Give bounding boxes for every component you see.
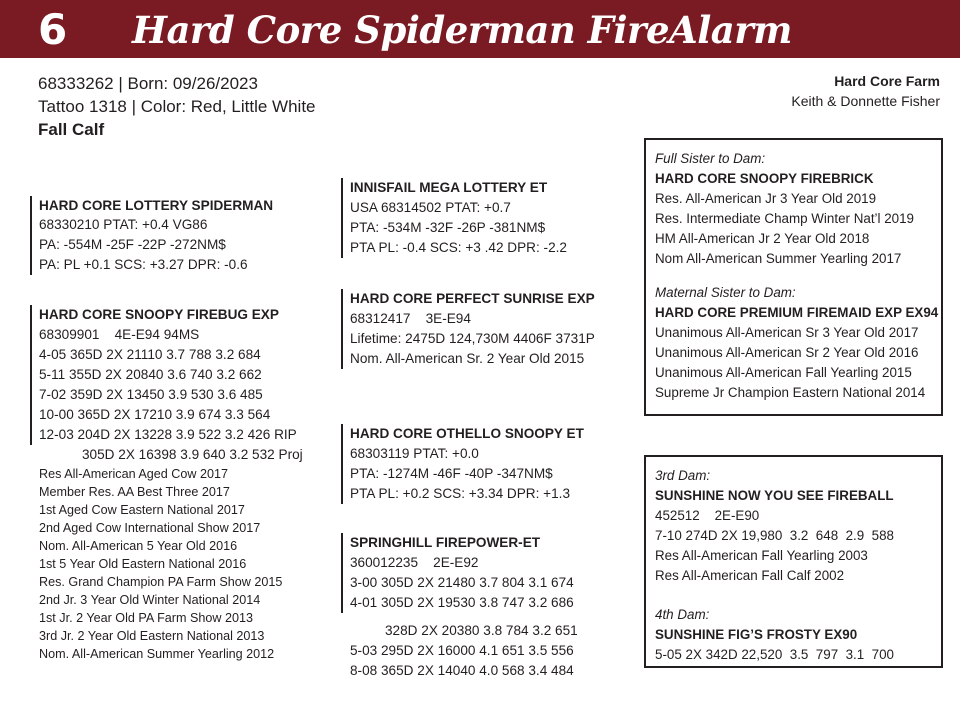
maternal-granddam-record: 8-08 365D 2X 14040 4.0 568 3.4 484 <box>350 663 574 678</box>
maternal-granddam-record: 4-01 305D 2X 19530 3.8 747 3.2 686 <box>350 595 574 610</box>
paternal-grandsire-line: PTA PL: -0.4 SCS: +3 .42 DPR: -2.2 <box>350 240 567 255</box>
class-line: Fall Calf <box>38 120 105 139</box>
ancestor-dams-box <box>644 455 943 668</box>
sisters-box <box>644 138 943 416</box>
maternal-grandsire-line: PTA PL: +0.2 SCS: +3.34 DPR: +1.3 <box>350 486 571 501</box>
owner-names: Keith & Donnette Fisher <box>791 93 940 109</box>
sire-block <box>30 196 273 275</box>
sire-line: PA: -554M -25F -22P -272NM$ <box>39 237 226 252</box>
dam-award: Member Res. AA Best Three 2017 <box>39 485 230 499</box>
dam-record: 12-03 204D 2X 13228 3.9 522 3.2 426 RIP <box>39 427 297 442</box>
fourth-dam-line: 5-05 2X 342D 22,520 3.5 797 3.1 700 <box>655 647 894 662</box>
dam-record: 7-02 359D 2X 13450 3.9 530 3.6 485 <box>39 387 263 402</box>
dam-award: 2nd Aged Cow International Show 2017 <box>39 521 261 535</box>
third-dam-line: 452512 2E-E90 <box>655 508 760 523</box>
maternal-granddam-record: 3-00 305D 2X 21480 3.7 804 3.1 674 <box>350 575 574 590</box>
farm-name: Hard Core Farm <box>834 73 940 89</box>
dam-name: HARD CORE SNOOPY FIREBUG EXP <box>39 307 279 322</box>
maternal-granddam-registration: 360012235 2E-E92 <box>350 555 479 570</box>
paternal-grandsire-block <box>341 178 567 258</box>
paternal-grandsire-line: PTA: -534M -32F -26P -381NM$ <box>350 220 546 235</box>
maternal-grandsire-name: HARD CORE OTHELLO SNOOPY ET <box>350 426 584 441</box>
third-dam-name: SUNSHINE NOW YOU SEE FIREBALL <box>655 488 894 503</box>
maternal-grandsire-line: 68303119 PTAT: +0.0 <box>350 446 479 461</box>
maternal-sister-award: Unanimous All-American Sr 3 Year Old 2017 <box>655 325 919 340</box>
lot-number: 6 <box>38 5 68 54</box>
registration-born-line: 68333262 | Born: 09/26/2023 <box>38 74 258 93</box>
dam-award: 1st 5 Year Old Eastern National 2016 <box>39 557 247 571</box>
maternal-granddam-name: SPRINGHILL FIREPOWER-ET <box>350 535 541 550</box>
maternal-sister-award: Supreme Jr Champion Eastern National 2014 <box>655 385 926 400</box>
full-sister-award: Nom All-American Summer Yearling 2017 <box>655 251 902 266</box>
dam-record: 5-11 355D 2X 20840 3.6 740 3.2 662 <box>39 367 262 382</box>
dam-award: Res All-American Aged Cow 2017 <box>39 467 229 481</box>
dam-award: Nom. All-American Summer Yearling 2012 <box>39 647 275 661</box>
dam-award: 2nd Jr. 3 Year Old Winter National 2014 <box>39 593 261 607</box>
dam-projected-record: 305D 2X 16398 3.9 640 3.2 532 Proj <box>82 447 303 462</box>
tattoo-color-line: Tattoo 1318 | Color: Red, Little White <box>38 97 316 116</box>
animal-name: Hard Core Spiderman FireAlarm <box>132 8 792 52</box>
maternal-granddam-record: 5-03 295D 2X 16000 4.1 651 3.5 556 <box>350 643 574 658</box>
maternal-sister-name: HARD CORE PREMIUM FIREMAID EXP EX94 <box>655 305 939 320</box>
maternal-granddam-record: 328D 2X 20380 3.8 784 3.2 651 <box>385 623 578 638</box>
dam-more <box>39 445 303 663</box>
maternal-grandsire-line: PTA: -1274M -46F -40P -347NM$ <box>350 466 553 481</box>
full-sister-award: HM All-American Jr 2 Year Old 2018 <box>655 231 870 246</box>
paternal-granddam-line: Lifetime: 2475D 124,730M 4406F 3731P <box>350 331 595 346</box>
sire-line: PA: PL +0.1 SCS: +3.27 DPR: -0.6 <box>39 257 248 272</box>
full-sister-award: Res. Intermediate Champ Winter Nat’l 2019 <box>655 211 914 226</box>
sire-line: 68330210 PTAT: +0.4 VG86 <box>39 217 208 232</box>
full-sister-name: HARD CORE SNOOPY FIREBRICK <box>655 171 874 186</box>
dam-award: 1st Aged Cow Eastern National 2017 <box>39 503 245 517</box>
dam-award: 3rd Jr. 2 Year Old Eastern National 2013 <box>39 629 265 643</box>
sire-name: HARD CORE LOTTERY SPIDERMAN <box>39 198 274 213</box>
paternal-grandsire-line: USA 68314502 PTAT: +0.7 <box>350 200 511 215</box>
maternal-sister-award: Unanimous All-American Fall Yearling 2015 <box>655 365 912 380</box>
maternal-granddam-more <box>350 621 578 681</box>
third-dam-label: 3rd Dam: <box>655 468 711 483</box>
dam-award: Res. Grand Champion PA Farm Show 2015 <box>39 575 283 589</box>
fourth-dam-label: 4th Dam: <box>655 607 710 622</box>
maternal-sister-label: Maternal Sister to Dam: <box>655 285 796 300</box>
dam-registration: 68309901 4E-E94 94MS <box>39 327 200 342</box>
third-dam-line: 7-10 274D 2X 19,980 3.2 648 2.9 588 <box>655 528 894 543</box>
dam-award: Nom. All-American 5 Year Old 2016 <box>39 539 238 553</box>
full-sister-award: Res. All-American Jr 3 Year Old 2019 <box>655 191 877 206</box>
third-dam-line: Res All-American Fall Calf 2002 <box>655 568 845 583</box>
dam-award: 1st Jr. 2 Year Old PA Farm Show 2013 <box>39 611 253 625</box>
dam-record: 10-00 365D 2X 17210 3.9 674 3.3 564 <box>39 407 271 422</box>
maternal-grandsire-block <box>341 424 584 504</box>
maternal-sister-award: Unanimous All-American Sr 2 Year Old 2016 <box>655 345 919 360</box>
maternal-granddam-block <box>341 533 574 613</box>
fourth-dam-name: SUNSHINE FIG’S FROSTY EX90 <box>655 627 858 642</box>
third-dam-line: Res All-American Fall Yearling 2003 <box>655 548 868 563</box>
header-banner <box>0 0 960 58</box>
paternal-granddam-line: Nom. All-American Sr. 2 Year Old 2015 <box>350 351 585 366</box>
dam-block <box>30 305 297 445</box>
full-sister-label: Full Sister to Dam: <box>655 151 766 166</box>
paternal-granddam-line: 68312417 3E-E94 <box>350 311 471 326</box>
paternal-grandsire-name: INNISFAIL MEGA LOTTERY ET <box>350 180 548 195</box>
paternal-granddam-name: HARD CORE PERFECT SUNRISE EXP <box>350 291 595 306</box>
dam-record: 4-05 365D 2X 21110 3.7 788 3.2 684 <box>39 347 261 362</box>
paternal-granddam-block <box>341 289 595 369</box>
